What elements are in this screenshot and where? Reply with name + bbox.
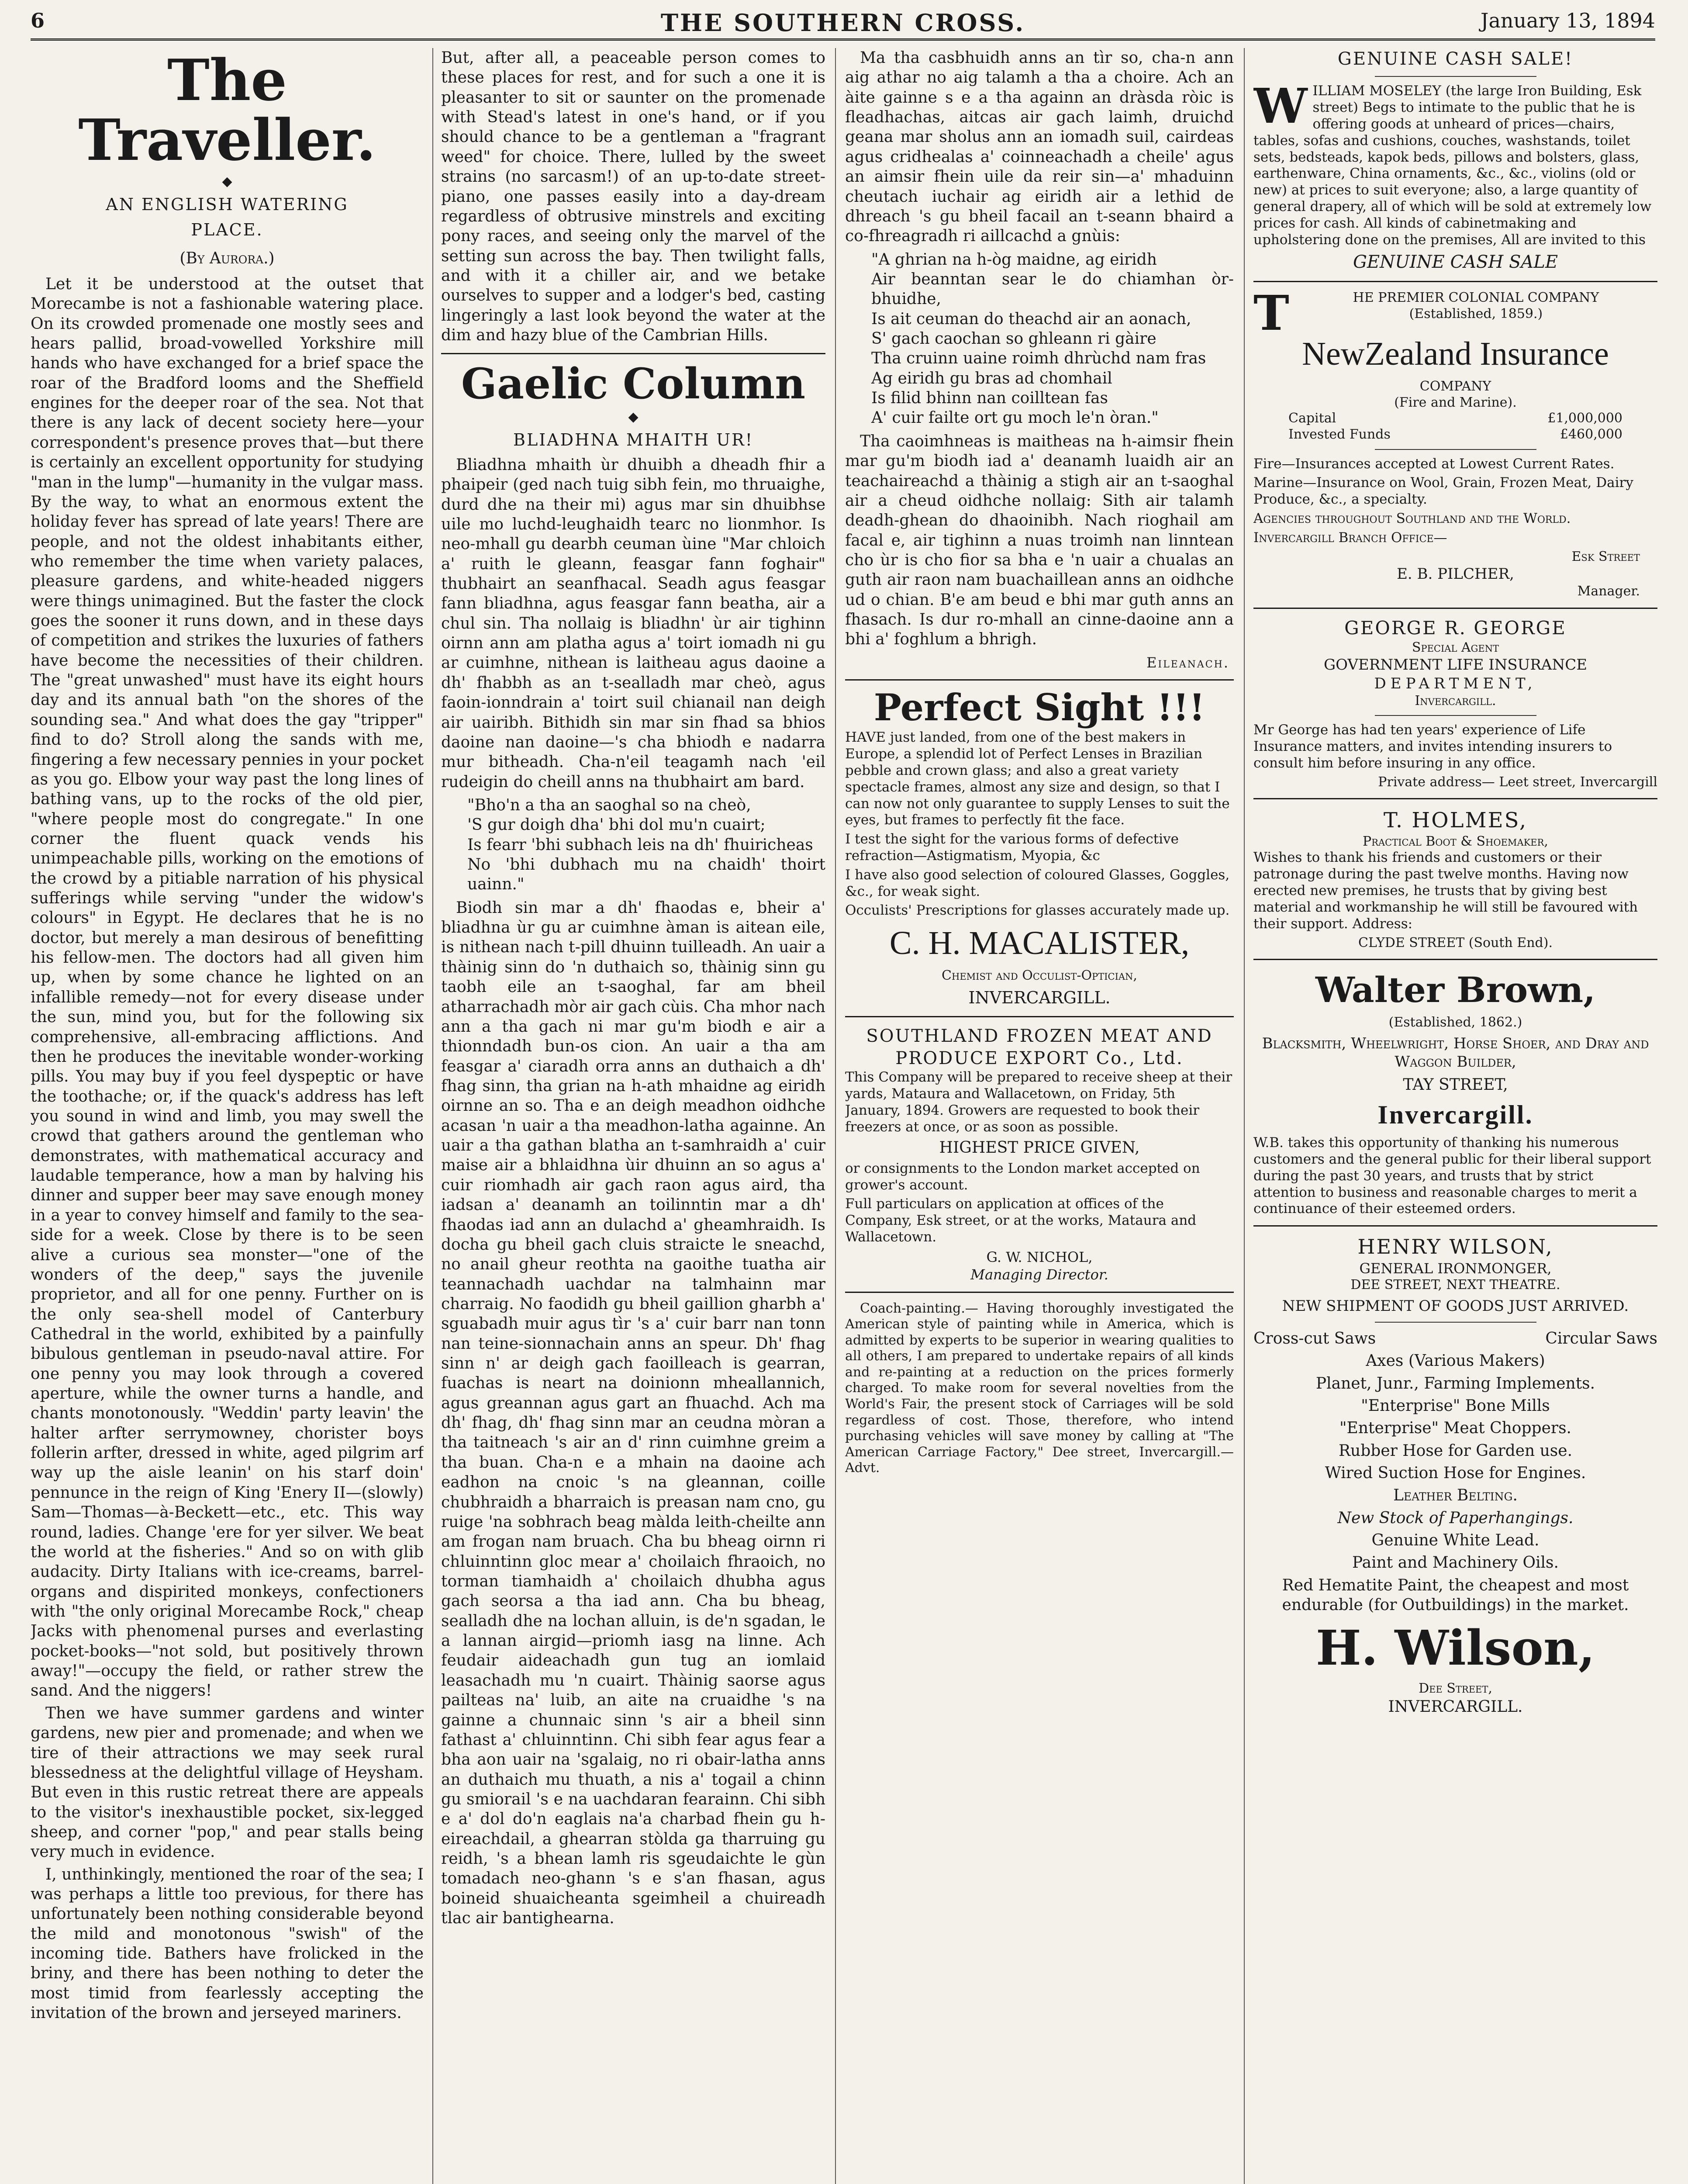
section-rule — [1253, 281, 1657, 282]
newspaper-title: THE SOUTHERN CROSS. — [660, 9, 1025, 37]
signer: G. W. NICHOL, — [986, 1248, 1093, 1265]
walter-brown-trades: Blacksmith, Wheelwright, Horse Shoer, and Dray and Waggon Builder, — [1262, 1034, 1649, 1071]
verse-line: A' cuir failte ort gu moch le'n òran." — [871, 409, 1159, 427]
section-rule — [1253, 959, 1657, 960]
frozen-meat-heading-2: PRODUCE EXPORT Co., Ltd. — [895, 1048, 1184, 1068]
section-rule — [1253, 1225, 1657, 1227]
divider — [1375, 449, 1536, 450]
insurance-established: (Established, 1859.) — [1409, 306, 1543, 321]
advertiser-town: INVERCARGILL. — [968, 988, 1111, 1007]
article-paragraph: I, unthinkingly, mentioned the roar of the sea; I was perhaps a little too previous, for there has unfortunately been nothing considerable beyond the mild and monotonous "swish" of the incoming tide. Bathers have frolicked in the briny, and there has been nothing to deter the most timid from fearlessly accepting the invitation of the brown and jerseyed mariners. — [31, 1865, 424, 2022]
walter-brown-established: (Established, 1862.) — [1388, 1014, 1522, 1030]
invested-value: £460,000 — [1560, 426, 1622, 442]
insurance-ad — [1253, 284, 1657, 600]
ad-text: HAVE just landed, from one of the best makers in Europe, a splendid lot of Perfect Lenses in Brazilian pebble and crown glass; and also a great variety spectacle frames, almost any size and design, so that I can now not only guarantee to supply Lenses to suit the eyes, but frames to perfectly fit the face. — [845, 729, 1230, 828]
section-rule — [845, 679, 1234, 681]
ad-text: W.B. takes this opportunity of thanking his numerous customers and the general public for their liberal support during the past 30 years, and trusts that by strict attention to business and reasonable charges to merit a continuance of their esteemed orders. — [1253, 1135, 1651, 1217]
moseley-footer: GENUINE CASH SALE — [1353, 252, 1558, 272]
verse-line: Tha cruinn uaine roimh dhrùchd nam fras — [871, 349, 1206, 368]
verse-line: No 'bhi dubhach mu na chaidh' thoirt uainn." — [467, 856, 825, 894]
ad-text: Agencies throughout Southland and the World. — [1253, 510, 1571, 526]
product-line: Red Hematite Paint, the cheapest and most endurable (for Outbuildings) in the market. — [1282, 1576, 1629, 1614]
branch-street: Esk Street — [1571, 549, 1640, 564]
product-line: Axes (Various Makers) — [1366, 1352, 1545, 1370]
coach-painting-notice: Coach-painting.— Having thoroughly investigated the American style of painting while in America, which is admitted by experts to be superior in wearing qualities to all others, I am prepared to undertake repairs of all kinds and re-painting at a reduction on the prices formerly charged. To make room for several novelties from the World's Fair, the present stock of Carriages will be sold regardless of cost. Those, therefore, who intend purchasing vehicles will save money by calling at "The American Carriage Factory," Dee street, Invercargill.—Advt. — [845, 1300, 1234, 1476]
column-4 — [1253, 48, 1657, 2184]
product-line: Paint and Machinery Oils. — [1352, 1554, 1559, 1572]
signer-role: Managing Director. — [970, 1266, 1108, 1283]
frozen-meat-ad — [845, 1025, 1234, 1283]
divider — [1375, 76, 1536, 77]
product-line: New Stock of Paperhangings. — [1337, 1509, 1574, 1527]
verse-line: S' gach caochan so ghleann ri gàire — [871, 330, 1156, 348]
george-town: Invercargill. — [1415, 693, 1496, 708]
insurance-line: HE PREMIER COLONIAL COMPANY — [1353, 290, 1599, 305]
george-dept: DEPARTMENT, — [1374, 674, 1537, 692]
traveller-subtitle-2: PLACE. — [191, 220, 263, 239]
verse-line: Ag eiridh gu bras ad chomhail — [871, 369, 1112, 387]
divider — [1375, 715, 1536, 716]
moseley-ad — [1253, 48, 1657, 273]
wilson-town: INVERCARGILL. — [1388, 1697, 1523, 1716]
frozen-meat-heading: SOUTHLAND FROZEN MEAT AND — [866, 1026, 1213, 1047]
product-line: Rubber Hose for Garden use. — [1338, 1441, 1573, 1460]
insurance-company: COMPANY — [1419, 379, 1491, 394]
article-paragraph: Then we have summer gardens and winter gardens, new pier and promenade; and when we tire of their attractions we may seek rural blessedness at the delightful village of Heysham. But even in this rustic retreat there are appeals to the visitor's inexhaustible pocket, six-legged sheep, and corner "pop," and pear stalls being very much in evidence. — [31, 1704, 424, 1861]
issue-date: January 13, 1894 — [1481, 9, 1655, 32]
gaelic-paragraph: Biodh sin mar a dh' fhaodas e, bheir a' bliadhna ùr gu ar cuimhne àman is aitean eile, is nithean nach t-pill dhuinn tuilleadh. An uair a thàinig sinn do 'n duthaich so, thàinig sinn gu taobh eile an t-saoghal, far am bheil atharrachadh mòr air gach cùis. Cha mhor nach ann a tha gach ni mar gu'm biodh e air a thionndadh bun-os cion. An uair a tha am feasgar a' ciaradh orra anns an duthaich a dh' fhag sinn, tha grian na h-ath mhaidne ag eiridh oirnne an so. Tha e an deigh meadhon oidhche acasan 'n uair a tha meadhon-latha againne. An uair a tha gathan blatha an t-samhraidh a' cuir maise air a bhlaidhna ùir dhuinn an so agus a' cuir riomhadh air gach raon agus aird, tha iadsan a' deanamh an toilinntin mar a dh' fhaodas iad ann an dulachd a' gheamhraidh. Is docha gu bheil gach cluis straicte le sneachd, no anail gheur reothta na gaoithe tuatha air teannachadh uachdar na talmhainn mar charraig. No faodidh gu bheil gaillion gharbh a' sguabadh muir agus tìr 's a' cuir barr nan tonn nan teine-sionnachain anns an speur. Dh' fhag sinn n' ar deigh gach faoilleach is gearran, fuachas is neart na doinionn mheallannich, agus greannan agus gart an fhuachd. Ach ma dh' fhag, dh' fhag sinn mar an ceudna mòran a tha taitneach 's air an d' rinn cuimhne greim a tha buan. Cha-n e a mhain na daoine ach eadhon na cnoic 's na gleannan, coille chubhraidh a bharraich is preasan nam cno, gu ruige 'na sobhrach beag màlda leith-cheilte ann am frogan nam bruach. Cha bu bheag oirnn ri chluinntinn gloc mear a' choilaich fhraoich, no torman tiamhaidh a' choilaich dhubha agus gach seorsa a tha iad ann. Cha bu bheag, sealladh dhe na lochan alluin, is de'n sgadan, le a lannan airgid—priomh iasg na linne. Ach feudair aideachadh gun tug an iomlaid leasachadh mu 'n cuairt. Thàinig saorse agus pailteas na' luib, an aite na cruaidhe 's na gainne a chunnaic sinn 's air a bheil sinn fathast a' chluinntinn. Chi sibh fear agus fear a bha aon uair na 'sgalaig, no ri obair-latha anns an duthaich mu thuath, a nis a' togail a chinn gu smiorail 's e na uachdaran fearainn. Chi sibh e a' dol do'n eaglais na'a charbad fhein gu h-eireachdail, a ghearran stòlda ga tharruing gu reidh, 's a bhean lamh ris sgeudaichte le gùn tomadach neo-ghann 's e s'an fhasan, agus boineid shuaicheanta sgeimheil a chuireadh tlac air bantighearna. — [441, 898, 825, 1928]
henry-wilson-ad — [1253, 1234, 1657, 1717]
invested-label: Invested Funds — [1288, 426, 1391, 442]
verse-line: 'S gur doigh dha' bhi dol mu'n cuairt; — [467, 816, 766, 834]
holmes-role: Practical Boot & Shoemaker, — [1363, 833, 1548, 849]
section-rule — [845, 1292, 1234, 1293]
section-rule — [1253, 798, 1657, 799]
ad-text: I test the sight for the various forms of defective refraction—Astigmatism, Myopia, &c — [845, 831, 1179, 864]
wilson-street: Dee Street, — [1419, 1681, 1492, 1697]
header-rule — [31, 38, 1655, 41]
column-divider — [432, 48, 433, 2184]
section-rule — [441, 353, 825, 354]
holmes-street: CLYDE STREET (South End). — [1358, 935, 1553, 950]
gaelic-title: BLIADHNA MHAITH UR! — [513, 430, 753, 449]
traveller-subtitle: AN ENGLISH WATERING — [106, 194, 349, 214]
insurance-name: NewZealand Insurance — [1302, 335, 1609, 373]
moseley-heading: GENUINE CASH SALE! — [1337, 49, 1574, 69]
product-line: Genuine White Lead. — [1371, 1531, 1540, 1550]
manager-title: Manager. — [1577, 584, 1640, 599]
verse — [871, 250, 1234, 428]
verse-line: Air beanntan sear le do chiamhan òr-bhuidhe, — [871, 270, 1234, 308]
capital-label: Capital — [1288, 411, 1336, 426]
ad-text: Invercargill Branch Office— — [1253, 529, 1447, 546]
price-line: HIGHEST PRICE GIVEN, — [939, 1139, 1140, 1157]
ad-text: Full particulars on application at offices of the Company, Esk street, or at the works, Mataura and Wallacetown. — [845, 1196, 1197, 1245]
walter-brown-street: TAY STREET, — [1403, 1076, 1508, 1094]
verse-line: Is filid bhinn nan coilltean fas — [871, 389, 1108, 408]
walter-brown-town: Invercargill. — [1377, 1100, 1533, 1129]
product-line: Leather Belting. — [1393, 1486, 1518, 1505]
advertiser-role: Chemist and Occulist-Optician, — [942, 968, 1137, 983]
ornament: ◆ — [628, 409, 639, 425]
george-address: Private address— Leet street, Invercargill — [1378, 774, 1657, 790]
traveller-heading: The Traveller. — [78, 48, 376, 173]
ad-text: or consignments to the London market accepted on grower's account. — [845, 1160, 1200, 1193]
wilson-big-name: H. Wilson, — [1315, 1619, 1595, 1676]
ad-text: This Company will be prepared to receive sheep at their yards, Mataura and Wallacetown, on Friday, 5th January, 1894. Growers are requested to book their freezers at once, or as soon as possible. — [845, 1069, 1232, 1135]
masthead — [31, 9, 1655, 35]
product-line: Cross-cut Saws — [1253, 1329, 1376, 1348]
section-rule — [1253, 608, 1657, 609]
george-name: GEORGE R. GEORGE — [1344, 617, 1567, 639]
manager-name: E. B. PILCHER, — [1397, 565, 1514, 583]
signature: Eileanach. — [1146, 654, 1229, 671]
ad-text: ILLIAM MOSELEY (the large Iron Building, Esk street) Begs to intimate to the public that he is offering goods at unheard of prices—chairs, tables, sofas and cushions, couches, washstands, toilet sets, bedsteads, kapok beds, pillows and bolsters, glass, earthenware, China ornaments, &c., &c., violins (old or new) at prices to suit everyone; also, a large quantity of general drapery, all of which will be sold at extremely low prices for cash. All kinds of cabinetmaking and upholstering done on the premises, All are invited to this — [1253, 83, 1652, 248]
verse-line: "A ghrian na h-òg maidne, ag eiridh — [871, 250, 1157, 269]
holmes-ad — [1253, 807, 1657, 951]
column-1 — [31, 48, 424, 2184]
henry-wilson-role: GENERAL IRONMONGER, — [1359, 1260, 1552, 1277]
insurance-sub: (Fire and Marine). — [1394, 394, 1517, 410]
gaelic-paragraph: Bliadhna mhaith ùr dhuibh a dheadh fhir a phaipeir (ged nach tuig sibh fein, mo thruaighe, durd dhe na their mi) agus mar sin dhuibhse uile mo luchd-leughaidh tearc no lionmhor. Is neo-mhall gu dearbh ceuman ùine "Mar chloich a' ruith le gleann, feasgar fann foghair" thubhairt an seanfhacal. Seadh agus feasgar fann bliadhna, agus feasgar fann beatha, air a chul sin. Tha nollaig is bliadhn' ùr air tighinn oirnn ann am platha agus a' toirt iomadh ni gu ar cuimhne, nithean is laitheau agus daoine a dh' fhabbh as an t-sealladh mar cheò, agus faoin-ionndrain a' toirt suil chianail nan deigh air uairibh. Bithidh sin mar sin fhad sa bhios daoine nan daoine—'s cha bhiodh e nadarra mur bitheadh. Cha-n'eil teagamh nach 'eil rudeigin do cheill anns na thubhairt am bard. — [441, 456, 825, 791]
article-paragraph: But, after all, a peaceable person comes to these places for rest, and for such a one it is pleasanter to sit or saunter on the promenade with Stead's latest in one's hand, or if you should chance to be a gentleman a "fragrant weed" for choice. There, lulled by the sweet strains (no sarcasm!) of an up-to-date street-piano, one passes easily into a day-dream regardless of obtrusive minstrels and exciting pony races, and seeing only the marvel of the setting sun across the bay. Then twilight falls, and with it a chiller air, and we betake ourselves to supper and a lodger's bed, casting lingeringly a last look beyond the water at the dim and hazy blue of the Cambrian Hills. — [441, 49, 825, 345]
henry-wilson-name: HENRY WILSON, — [1357, 1235, 1553, 1259]
divider — [1375, 1322, 1536, 1323]
new-shipment: NEW SHIPMENT OF GOODS JUST ARRIVED. — [1282, 1297, 1629, 1315]
product-line: "Enterprise" Meat Choppers. — [1339, 1419, 1572, 1438]
walter-brown-name: Walter Brown, — [1315, 969, 1595, 1011]
ornament: ◆ — [222, 174, 232, 189]
ad-text: Occulists' Prescriptions for glasses accurately made up. — [845, 902, 1230, 919]
george-company: GOVERNMENT LIFE INSURANCE — [1323, 656, 1588, 674]
drop-cap: W — [1253, 78, 1308, 135]
verse-line: Is ait ceuman do theachd air an aonach, — [871, 310, 1191, 328]
verse-line: Is fearr 'bhi subhach leis na dh' fhuiricheas — [467, 836, 813, 854]
column-divider — [1244, 48, 1245, 2184]
ad-text: I have also good selection of coloured Glasses, Goggles, &c., for weak sight. — [845, 867, 1230, 899]
product-line: Wired Suction Hose for Engines. — [1325, 1464, 1586, 1482]
george-ad — [1253, 617, 1657, 791]
verse — [467, 795, 825, 895]
article-paragraph: Let it be understood at the outset that Morecambe is not a fashionable watering place. On its crowded promenade one mostly sees and hears pallid, broad-vowelled Yorkshire mill hands who have exchanged for a brief space the roar of the Bradford looms and the Sheffield engines for the deeper roar of the sea. Not that there is any lack of decent society here—your correspondent's presence proves that—but there is certainly an excellent opportunity for studying "man in the lump"—humanity in the vulgar mass. By the way, to what an enormous extent the holiday fever has spread of late years! There are people, and not the oldest inhabitants either, who remember the time when variety palaces, pleasure gardens, and white-headed niggers were things unimagined. But the faster the clock goes the sooner it runs down, and in these days of competition and strikes the luxuries of fathers have become the necessities of their children. The "great unwashed" must have its eight hours day and its annual bath "on the shores of the sounding sea." And what does the gay "tripper" find to do? Stroll along the sands with me, fingering a few necessary pennies in your pocket as you go. Elbow your way past the long lines of bathing vans, up to the rocks of the old pier, "where people most do congregate." In one corner the fluent quack vends his unimpeachable pills, working on the emotions of the crowd by a pitiable narration of his physical sufferings while serving "under the widow's colours" in Egypt. He declares that he is no doctor, but merely a man desirous of benefitting his fellow-men. The doctors had all given him up, when by some chance he lighted on an infallible remedy—not for every disease under the sun, mind you, but for the following six comprehensive, all-embracing afflictions. And then he produces the inevitable wonder-working pills. You may buy if you feel dyspeptic or have the toothache; or, if the quack's address has left you sound in wind and limb, you may swell the crowd that gathers around the gentleman who demonstrates, with mathematical accuracy and laudable temperance, how a man by halving his dinner and supper beer may save enough money in a year to convey himself and family to the sea-side for a week. Close by there is to be seen alive a curious sea monster—"one of the wonders of the deep," says the juvenile proprietor, and all for one penny. Further on is the only sea-shell model of Canterbury Cathedral in the world, exhibited by a painfully bibulous gentleman in pseudo-naval attire. For one penny you may look through a covered aperture, while the owner turns a handle, and chants monotonously. "Weddin' party leavin' the halter arfter serrymowney, chorister boys follerin arfter, dressed in white, aged pilgrim arf way up the aisle leanin' on his starf doin' pennunce in the reign of King 'Enery II—(slowly) Sam—Thomas—à-Beckett—etc., etc. This way round, ladies. Change 'ere for yer silver. We beat the world at the fisheries." And so on with glib audacity. Dirty Italians with ice-creams, barrel-organs and dispirited monkeys, confectioners with "the only original Morecambe Rock," cheap Jacks with phenomenal purses and everlasting pocket-books—"not sold, but positively thrown away!"—occupy the field, or rather strew the sand. And the niggers! — [31, 275, 424, 1700]
george-agent: Special Agent — [1412, 639, 1499, 655]
gaelic-paragraph: Tha caoimhneas is maitheas na h-aimsir fhein mar gu'm biodh iad a' deanamh luaidh air an teachaireachd a thàinig a stigh air an t-saoghal air a cheud oidhche nollaig: Sith air talamh deadh-ghean do dhaoinibh. Nach rioghail am facal e, air tighinn a nuas troimh nan linntean cho ùr is cho fior sa bha e 'n uair a chualas an guth air raon nam buachaillean anns an oidhche ud o chian. B'e am beud e bhi mar guth anns an fhasach. Is dur ro-mhall an cinne-daoine ann a bhi a' foghlum a bhrigh. — [845, 432, 1234, 649]
gaelic-paragraph: Ma tha casbhuidh anns an tìr so, cha-n ann aig athar no aig talamh a tha a choire. Ach an àite gainne s e a tha againn an dràsda ròic is fleadhachas, aitcas air gach laimh, druichd geana mar sholus ann an iomadh suil, cairdeas agus cridhealas a' coinneachadh a cheile' agus an aimsir fhein uile da reir sin—a' mhaduinn cheutach iuchair ag eiridh air a lethid de dhreach 's gu bheil facail an t-seann bhaird a co-fhreagradh ri aillcachd a gnùis: — [845, 49, 1234, 245]
capital-value: £1,000,000 — [1547, 411, 1622, 426]
henry-wilson-address: DEE STREET, NEXT THEATRE. — [1350, 1277, 1560, 1293]
ad-text: Wishes to thank his friends and customers or their patronage during the past twelve months. Having now erected new premises, he trusts that by giving best material and workmanship he will still be favoured with their support. Address: — [1253, 850, 1638, 932]
column-3 — [845, 48, 1234, 2184]
ad-text: Mr George has had ten years' experience of Life Insurance matters, and invites intending insurers to consult him before insuring in any office. — [1253, 722, 1612, 771]
gaelic-heading: Gaelic Column — [461, 359, 806, 409]
holmes-name: T. HOLMES, — [1383, 808, 1528, 833]
advertiser-name: C. H. MACALISTER, — [889, 925, 1190, 962]
page-number: 6 — [31, 9, 45, 32]
verse-line: "Bho'n a tha an saoghal so na cheò, — [467, 796, 751, 814]
section-rule — [845, 1016, 1234, 1017]
drop-cap: T — [1253, 284, 1289, 341]
perfect-sight-heading: Perfect Sight !!! — [873, 686, 1205, 729]
byline: (By Aurora.) — [180, 249, 275, 267]
product-line: Planet, Junr., Farming Implements. — [1315, 1374, 1595, 1393]
column-divider — [835, 48, 836, 2184]
perfect-sight-ad — [845, 688, 1234, 1008]
product-line: "Enterprise" Bone Mills — [1361, 1396, 1550, 1415]
ad-text: Marine—Insurance on Wool, Grain, Frozen Meat, Dairy Produce, &c., a specialty. — [1253, 475, 1633, 508]
walter-brown-ad — [1253, 968, 1657, 1217]
column-2 — [441, 48, 825, 2184]
product-line: Circular Saws — [1545, 1329, 1657, 1348]
ad-text: Fire—Insurances accepted at Lowest Current Rates. — [1253, 456, 1615, 472]
